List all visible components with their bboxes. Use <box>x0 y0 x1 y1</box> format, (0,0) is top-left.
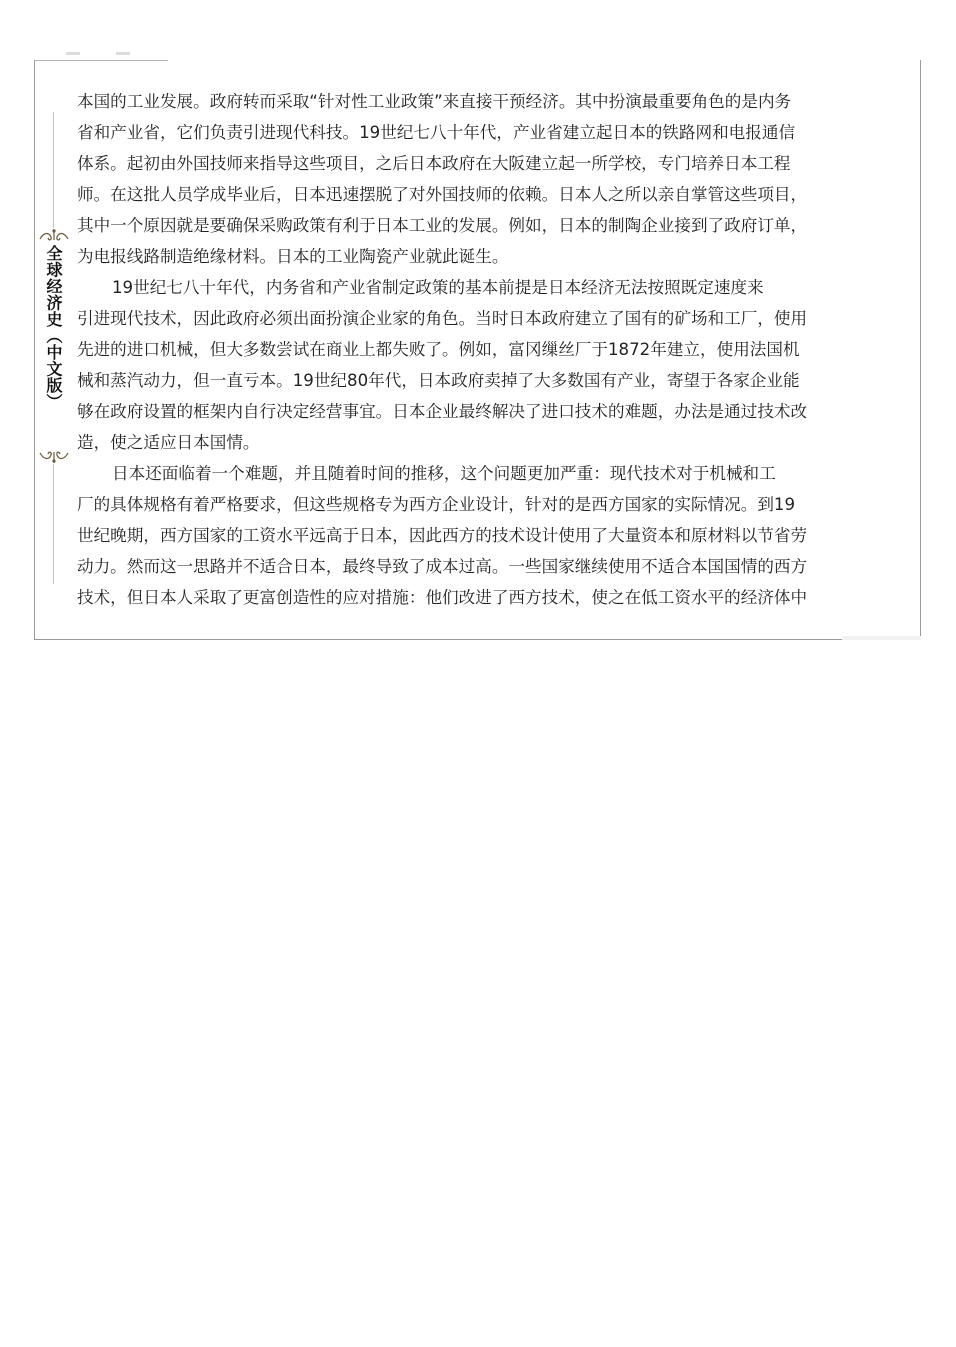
page-top-tick <box>116 52 130 55</box>
ornament-bottom-icon <box>38 450 70 464</box>
ornament-top-icon <box>38 228 70 242</box>
text-line: 先进的进口机械，但大多数尝试在商业上都失败了。例如，富冈缫丝厂于1872年建立，使用法国机 <box>77 340 800 359</box>
text-line: 厂的具体规格有着严格要求，但这些规格专为西方企业设计，针对的是西方国家的实际情况。到19 <box>77 495 796 514</box>
text-line: 引进现代技术，因此政府必须出面扮演企业家的角色。当时日本政府建立了国有的矿场和工厂，使用 <box>77 309 808 328</box>
text-line: 械和蒸汽动力，但一直亏本。19世纪80年代，日本政府卖掉了大多数国有产业，寄望于各家企业能 <box>77 371 800 390</box>
page-bottom-shade <box>842 636 921 640</box>
text-line: 造，使之适应日本国情。 <box>77 433 260 452</box>
text-line: 体系。起初由外国技师来指导这些项目，之后日本政府在大阪建立起一所学校，专门培养日本工程 <box>77 154 791 173</box>
side-rule-lower <box>53 464 54 584</box>
side-title-block <box>38 228 70 464</box>
text-line: 技术，但日本人采取了更富创造性的应对措施：他们改进了西方技术，使之在低工资水平的经济体中 <box>77 588 808 607</box>
side-rule-upper <box>53 112 54 228</box>
text-line: 其中一个原因就是要确保采购政策有利于日本工业的发展。例如，日本的制陶企业接到了政府订单， <box>77 216 808 235</box>
text-line: 世纪晚期，西方国家的工资水平远高于日本，因此西方的技术设计使用了大量资本和原材料以节省劳 <box>77 526 808 545</box>
body-text <box>77 86 885 613</box>
paragraph-start-line: 日本还面临着一个难题，并且随着时间的推移，这个问题更加严重：现代技术对于机械和工 <box>112 464 776 483</box>
text-line: 本国的工业发展。政府转而采取“针对性工业政策”来直接干预经济。其中扮演最重要角色的是内务 <box>77 92 792 111</box>
side-title: 全球经济史（中文版） <box>44 245 63 410</box>
text-line: 为电报线路制造绝缘材料。日本的工业陶瓷产业就此诞生。 <box>77 247 509 266</box>
text-line: 动力。然而这一思路并不适合日本，最终导致了成本过高。一些国家继续使用不适合本国国情的西方 <box>77 557 808 576</box>
text-line: 省和产业省，它们负责引进现代科技。19世纪七八十年代，产业省建立起日本的铁路网和电报通信 <box>77 123 796 142</box>
text-line: 师。在这批人员学成毕业后，日本迅速摆脱了对外国技师的依赖。日本人之所以亲自掌管这些项目， <box>77 185 808 204</box>
text-line: 够在政府设置的框架内自行决定经营事宜。日本企业最终解决了进口技术的难题，办法是通过技术改 <box>77 402 808 421</box>
paragraph-start-line: 19世纪七八十年代，内务省和产业省制定政策的基本前提是日本经济无法按照既定速度来 <box>112 278 764 297</box>
page-top-tick <box>66 52 80 55</box>
